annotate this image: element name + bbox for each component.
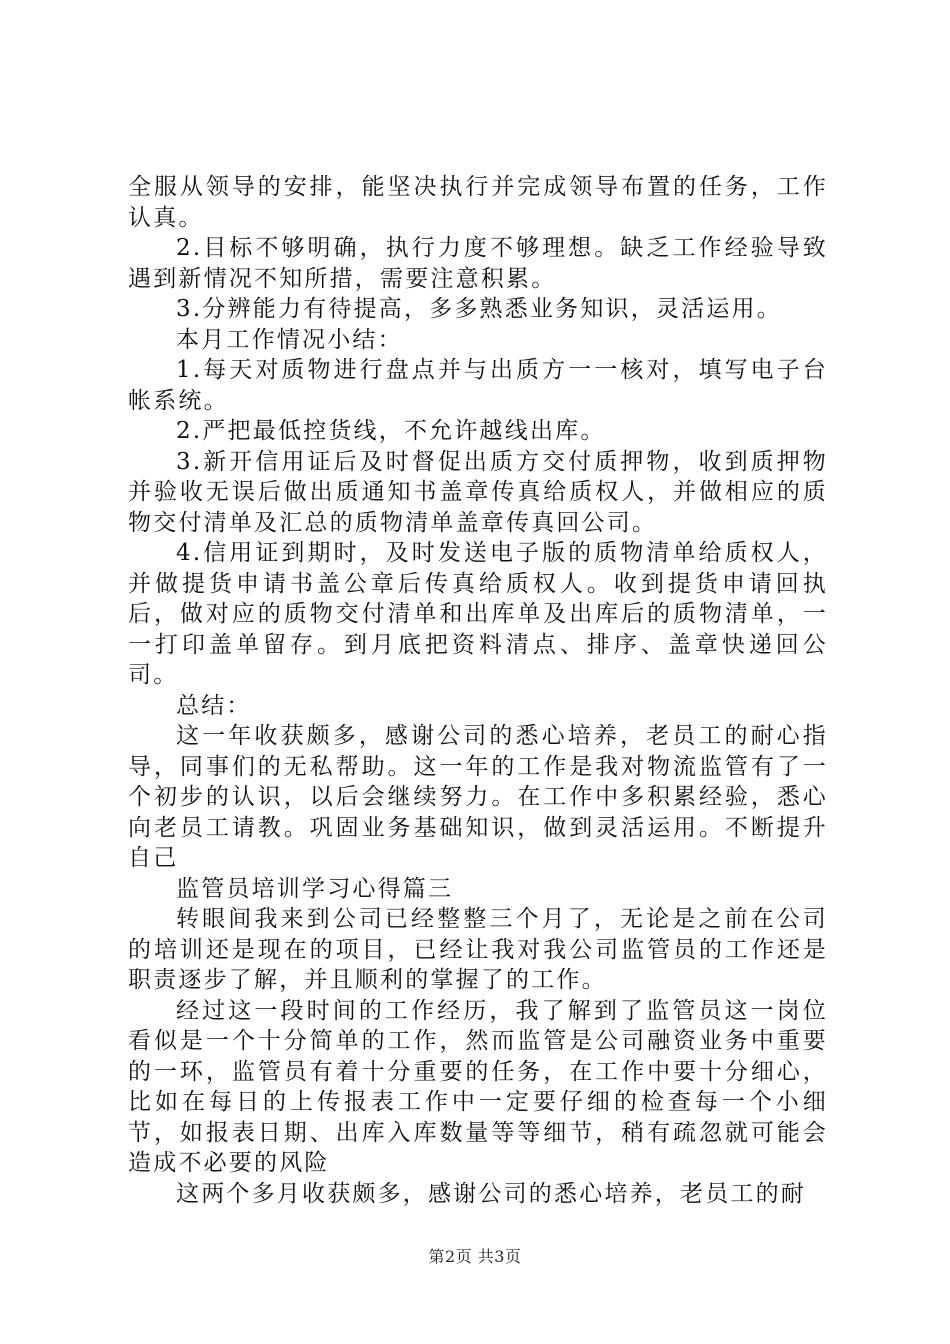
section-heading: 监管员培训学习心得篇三 bbox=[176, 875, 454, 902]
paragraph: 这两个多月收获颇多，感谢公司的悉心培养，老员工的耐 bbox=[176, 1180, 806, 1207]
paragraph: 转眼间我来到公司已经整整三个月了，无论是之前在公司的培训还是现在的项目，已经让我对我公司监管员的工作还是职责逐步了解，并且顺利的掌握了的工作。 bbox=[128, 906, 828, 993]
section-heading: 总结： bbox=[176, 692, 252, 719]
paragraph: 这一年收获颇多，感谢公司的悉心培养，老员工的耐心指导，同事们的无私帮助。这一年的工作是我对物流监管有了一个初步的认识，以后会继续努力。在工作中多积累经验，悉心向老员工请教。巩固业务基础知识，做到灵活运用。不断提升自己 bbox=[128, 723, 828, 871]
paragraph: 2.目标不够明确，执行力度不够理想。缺乏工作经验导致遇到新情况不知所措，需要注意积累。 bbox=[128, 235, 828, 292]
page-footer: 第2页 共3页 bbox=[428, 1247, 522, 1266]
paragraph: 3.分辨能力有待提高，多多熟悉业务知识，灵活运用。 bbox=[176, 296, 782, 322]
paragraph: 全服从领导的安排，能坚决执行并完成领导布置的任务，工作认真。 bbox=[128, 174, 828, 231]
paragraph: 3.新开信用证后及时督促出质方交付质押物，收到质押物并验收无误后做出质通知书盖章传真给质权人，并做相应的质物交付清单及汇总的质物清单盖章传真回公司。 bbox=[128, 448, 828, 536]
section-heading: 本月工作情况小结： bbox=[176, 326, 403, 353]
document-body bbox=[128, 172, 828, 1209]
paragraph: 4.信用证到期时，及时发送电子版的质物清单给质权人，并做提货申请书盖公章后传真给质权人。收到提货申请回执后，做对应的质物交付清单和出库单及出库后的质物清单，一一打印盖单留存。到月底把资料清点、排序、盖章快递回公司。 bbox=[128, 540, 828, 688]
paragraph: 1.每天对质物进行盘点并与出质方一一核对，填写电子台帐系统。 bbox=[128, 357, 828, 414]
paragraph: 2.严把最低控货线，不允许越线出库。 bbox=[176, 418, 606, 444]
paragraph: 经过这一段时间的工作经历，我了解到了监管员这一岗位看似是一个十分简单的工作，然而监管是公司融资业务中重要的一环，监管员有着十分重要的任务，在工作中要十分细心，比如在每日的上传报表工作中一定要仔细的检查每一个小细节，如报表日期、出库入库数量等等细节，稍有疏忽就可能会造成不必要的风险 bbox=[128, 997, 828, 1176]
